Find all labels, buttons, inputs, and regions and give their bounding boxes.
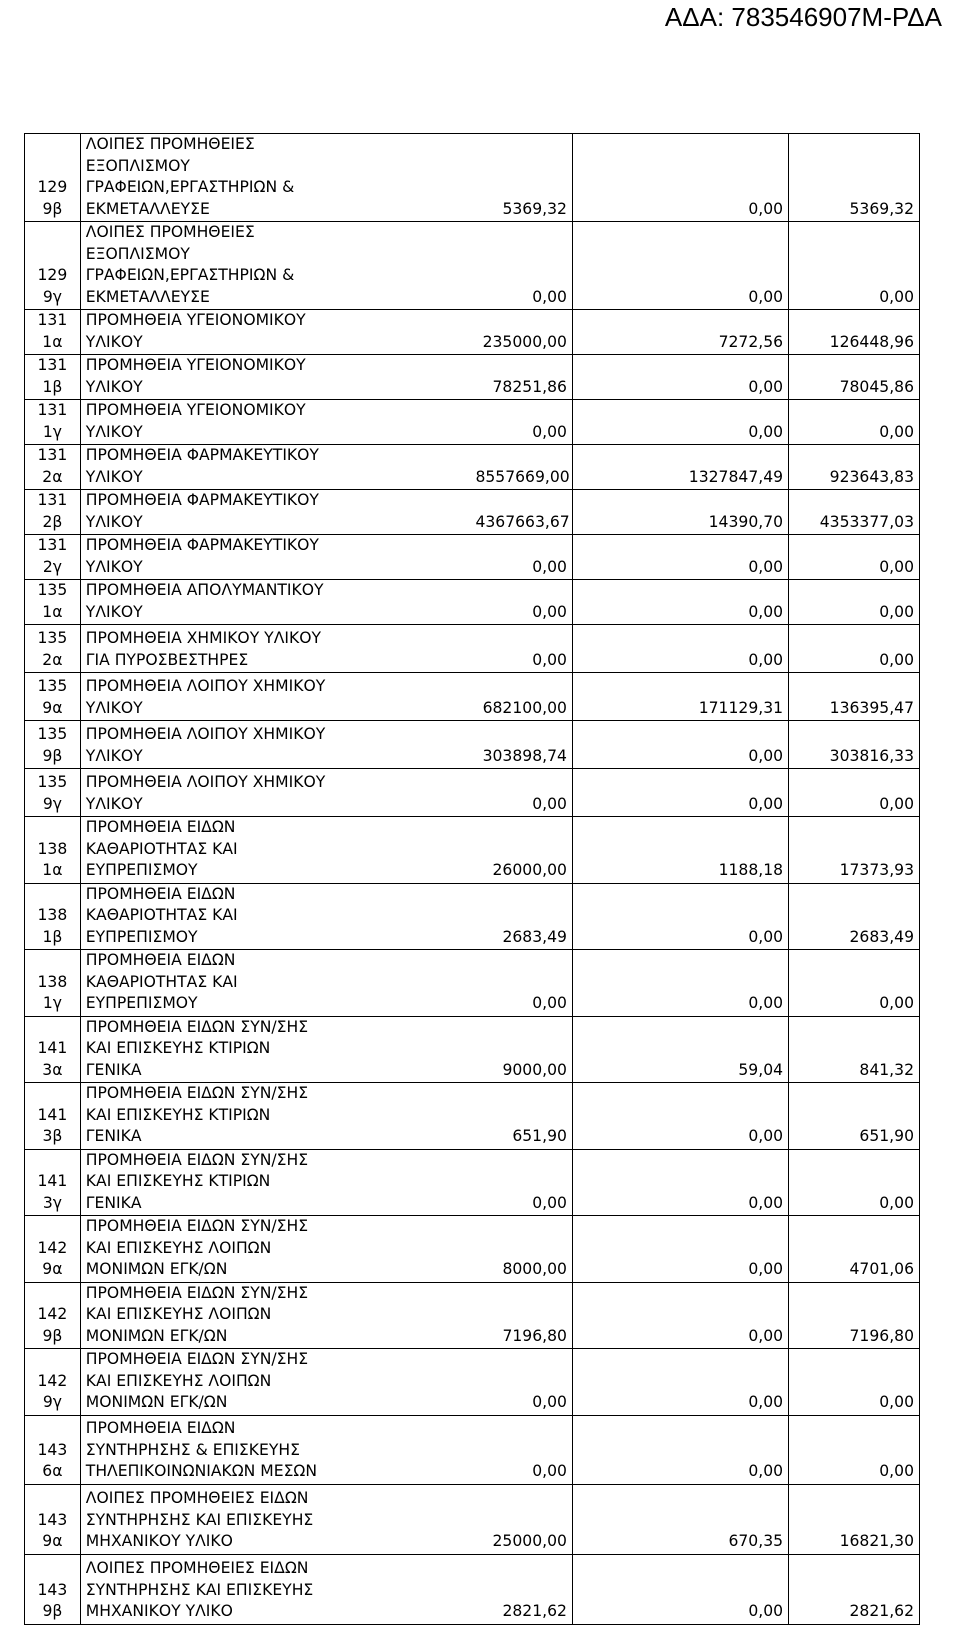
amount-budget-cell: 0,00 bbox=[470, 950, 572, 1017]
account-code: 142 bbox=[37, 1371, 68, 1390]
description-cell: ΠΡΟΜΗΘΕΙΑ ΕΙΔΩΝ ΣΥΝ/ΣΗΣ ΚΑΙ ΕΠΙΣΚΕΥΗΣ ΛΟΙΠΩΝ ΜΟΝΙΜΩΝ ΕΓΚ/ΩΝ bbox=[80, 1282, 470, 1349]
account-code: 131 bbox=[37, 491, 68, 509]
amount-commitment-cell: 0,00 bbox=[572, 1415, 788, 1484]
table-row bbox=[25, 1149, 920, 1216]
amount-budget-cell: 235000,00 bbox=[470, 310, 572, 355]
account-subcode: 9β bbox=[42, 199, 63, 218]
account-code: 143 bbox=[37, 1580, 68, 1599]
amount-balance-cell: 4701,06 bbox=[789, 1216, 920, 1283]
amount-budget-cell: 0,00 bbox=[470, 1349, 572, 1416]
account-subcode: 1β bbox=[42, 927, 63, 946]
account-subcode: 1γ bbox=[42, 994, 62, 1012]
account-code: 131 bbox=[37, 536, 68, 554]
account-code-cell bbox=[25, 1554, 81, 1624]
description-cell: ΠΡΟΜΗΘΕΙΑ ΛΟΙΠΟΥ ΧΗΜΙΚΟΥ ΥΛΙΚΟΥ bbox=[80, 769, 470, 817]
description-cell: ΠΡΟΜΗΘΕΙΑ ΕΙΔΩΝ ΚΑΘΑΡΙΟΤΗΤΑΣ ΚΑΙ ΕΥΠΡΕΠΙΣΜΟΥ bbox=[80, 817, 470, 884]
table-row bbox=[25, 673, 920, 721]
table-row bbox=[25, 1554, 920, 1624]
table-row bbox=[25, 883, 920, 950]
amount-commitment-cell: 0,00 bbox=[572, 355, 788, 400]
amount-balance-cell: 841,32 bbox=[789, 1016, 920, 1083]
amount-budget-cell: 0,00 bbox=[470, 400, 572, 445]
table-row bbox=[25, 310, 920, 355]
amount-commitment-cell: 0,00 bbox=[572, 769, 788, 817]
amount-budget-cell: 25000,00 bbox=[470, 1484, 572, 1554]
description-cell: ΛΟΙΠΕΣ ΠΡΟΜΗΘΕΙΕΣ ΕΞΟΠΛΙΣΜΟΥ ΓΡΑΦΕΙΩΝ,ΕΡΓΑΣΤΗΡΙΩΝ & ΕΚΜΕΤΑΛΛΕΥΣΕ bbox=[80, 134, 470, 222]
account-code-cell bbox=[25, 1484, 81, 1554]
account-subcode: 9α bbox=[42, 1260, 63, 1278]
account-subcode: 9γ bbox=[42, 794, 62, 813]
account-code-cell bbox=[25, 1349, 81, 1416]
description-cell: ΠΡΟΜΗΘΕΙΑ ΕΙΔΩΝ ΣΥΝ/ΣΗΣ ΚΑΙ ΕΠΙΣΚΕΥΗΣ ΛΟΙΠΩΝ ΜΟΝΙΜΩΝ ΕΓΚ/ΩΝ bbox=[80, 1216, 470, 1283]
account-subcode: 1α bbox=[42, 602, 63, 621]
account-subcode: 6α bbox=[42, 1462, 63, 1480]
account-code-cell bbox=[25, 490, 81, 535]
account-code: 131 bbox=[37, 311, 68, 329]
amount-budget-cell: 2821,62 bbox=[470, 1554, 572, 1624]
amount-balance-cell: 16821,30 bbox=[789, 1484, 920, 1554]
amount-budget-cell: 651,90 bbox=[470, 1083, 572, 1150]
account-subcode: 9α bbox=[42, 1532, 63, 1550]
amount-budget-cell: 0,00 bbox=[470, 625, 572, 673]
description-cell: ΠΡΟΜΗΘΕΙΑ ΕΙΔΩΝ ΣΥΝΤΗΡΗΣΗΣ & ΕΠΙΣΚΕΥΗΣ ΤΗΛΕΠΙΚΟΙΝΩΝΙΑΚΩΝ ΜΕΣΩΝ bbox=[80, 1415, 470, 1484]
description-cell: ΠΡΟΜΗΘΕΙΑ ΧΗΜΙΚΟΥ ΥΛΙΚΟΥ ΓΙΑ ΠΥΡΟΣΒΕΣΤΗΡΕΣ bbox=[80, 625, 470, 673]
account-code-cell bbox=[25, 400, 81, 445]
amount-budget-cell: 26000,00 bbox=[470, 817, 572, 884]
amount-budget-cell: 2683,49 bbox=[470, 883, 572, 950]
description-cell: ΠΡΟΜΗΘΕΙΑ ΕΙΔΩΝ ΣΥΝ/ΣΗΣ ΚΑΙ ΕΠΙΣΚΕΥΗΣ ΚΤΙΡΙΩΝ ΓΕΝΙΚΑ bbox=[80, 1083, 470, 1150]
amount-budget-cell: 0,00 bbox=[470, 535, 572, 580]
account-code: 135 bbox=[37, 581, 68, 599]
amount-commitment-cell: 0,00 bbox=[572, 1149, 788, 1216]
amount-balance-cell: 0,00 bbox=[789, 769, 920, 817]
amount-budget-cell: 0,00 bbox=[470, 1149, 572, 1216]
budget-table-body bbox=[25, 134, 920, 1625]
amount-budget-cell: 303898,74 bbox=[470, 721, 572, 769]
account-subcode: 3β bbox=[42, 1127, 63, 1145]
table-row bbox=[25, 1349, 920, 1416]
amount-budget-cell: 7196,80 bbox=[470, 1282, 572, 1349]
table-row bbox=[25, 769, 920, 817]
amount-budget-cell: 8000,00 bbox=[470, 1216, 572, 1283]
table-row bbox=[25, 950, 920, 1017]
account-code-cell bbox=[25, 769, 81, 817]
account-subcode: 1β bbox=[42, 377, 63, 396]
account-code: 129 bbox=[37, 178, 68, 196]
amount-balance-cell: 5369,32 bbox=[789, 134, 920, 222]
account-code: 135 bbox=[37, 629, 68, 647]
account-code-cell bbox=[25, 1216, 81, 1283]
description-cell: ΠΡΟΜΗΘΕΙΑ ΕΙΔΩΝ ΚΑΘΑΡΙΟΤΗΤΑΣ ΚΑΙ ΕΥΠΡΕΠΙΣΜΟΥ bbox=[80, 950, 470, 1017]
account-subcode: 3γ bbox=[42, 1193, 62, 1212]
amount-balance-cell: 651,90 bbox=[789, 1083, 920, 1150]
account-code: 141 bbox=[37, 1039, 68, 1057]
amount-balance-cell: 0,00 bbox=[789, 1415, 920, 1484]
table-row bbox=[25, 134, 920, 222]
document-id-header: ΑΔΑ: 783546907Μ-ΡΔΑ bbox=[664, 2, 942, 32]
amount-budget-cell: 5369,32 bbox=[470, 134, 572, 222]
description-cell: ΠΡΟΜΗΘΕΙΑ ΦΑΡΜΑΚΕΥΤΙΚΟΥ ΥΛΙΚΟΥ bbox=[80, 535, 470, 580]
amount-budget-cell: 0,00 bbox=[470, 1415, 572, 1484]
account-code: 143 bbox=[37, 1440, 68, 1459]
description-cell: ΠΡΟΜΗΘΕΙΑ ΥΓΕΙΟΝΟΜΙΚΟΥ ΥΛΙΚΟΥ bbox=[80, 310, 470, 355]
account-code-cell bbox=[25, 355, 81, 400]
amount-commitment-cell: 171129,31 bbox=[572, 673, 788, 721]
description-cell: ΠΡΟΜΗΘΕΙΑ ΥΓΕΙΟΝΟΜΙΚΟΥ ΥΛΙΚΟΥ bbox=[80, 400, 470, 445]
account-code: 131 bbox=[37, 446, 68, 464]
table-row bbox=[25, 1083, 920, 1150]
amount-commitment-cell: 59,04 bbox=[572, 1016, 788, 1083]
table-row bbox=[25, 490, 920, 535]
account-code-cell bbox=[25, 1282, 81, 1349]
description-cell: ΠΡΟΜΗΘΕΙΑ ΑΠΟΛΥΜΑΝΤΙΚΟΥ ΥΛΙΚΟΥ bbox=[80, 580, 470, 625]
account-code-cell bbox=[25, 950, 81, 1017]
amount-balance-cell: 2683,49 bbox=[789, 883, 920, 950]
account-code-cell bbox=[25, 1016, 81, 1083]
description-cell: ΛΟΙΠΕΣ ΠΡΟΜΗΘΕΙΕΣ ΕΞΟΠΛΙΣΜΟΥ ΓΡΑΦΕΙΩΝ,ΕΡΓΑΣΤΗΡΙΩΝ & ΕΚΜΕΤΑΛΛΕΥΣΕ bbox=[80, 222, 470, 310]
amount-commitment-cell: 0,00 bbox=[572, 1216, 788, 1283]
table-row bbox=[25, 1484, 920, 1554]
description-cell: ΠΡΟΜΗΘΕΙΑ ΦΑΡΜΑΚΕΥΤΙΚΟΥ ΥΛΙΚΟΥ bbox=[80, 445, 470, 490]
budget-table bbox=[24, 133, 920, 1625]
account-code: 131 bbox=[37, 401, 68, 419]
amount-balance-cell: 4353377,03 bbox=[789, 490, 920, 535]
amount-commitment-cell: 0,00 bbox=[572, 222, 788, 310]
table-row bbox=[25, 580, 920, 625]
description-cell: ΠΡΟΜΗΘΕΙΑ ΕΙΔΩΝ ΣΥΝ/ΣΗΣ ΚΑΙ ΕΠΙΣΚΕΥΗΣ ΚΤΙΡΙΩΝ ΓΕΝΙΚΑ bbox=[80, 1149, 470, 1216]
account-code: 138 bbox=[37, 972, 68, 991]
account-subcode: 1α bbox=[42, 861, 63, 879]
account-code: 135 bbox=[37, 725, 68, 743]
account-subcode: 2α bbox=[42, 467, 63, 486]
amount-commitment-cell: 670,35 bbox=[572, 1484, 788, 1554]
account-code-cell bbox=[25, 817, 81, 884]
description-cell: ΠΡΟΜΗΘΕΙΑ ΛΟΙΠΟΥ ΧΗΜΙΚΟΥ ΥΛΙΚΟΥ bbox=[80, 721, 470, 769]
account-code-cell bbox=[25, 580, 81, 625]
amount-balance-cell: 0,00 bbox=[789, 580, 920, 625]
description-cell: ΛΟΙΠΕΣ ΠΡΟΜΗΘΕΙΕΣ ΕΙΔΩΝ ΣΥΝΤΗΡΗΣΗΣ ΚΑΙ ΕΠΙΣΚΕΥΗΣ ΜΗΧΑΝΙΚΟΥ ΥΛΙΚΟ bbox=[80, 1484, 470, 1554]
account-subcode: 9β bbox=[42, 1326, 63, 1345]
account-code: 138 bbox=[37, 906, 68, 924]
amount-commitment-cell: 0,00 bbox=[572, 721, 788, 769]
amount-balance-cell: 0,00 bbox=[789, 625, 920, 673]
account-code: 138 bbox=[37, 839, 68, 858]
amount-commitment-cell: 0,00 bbox=[572, 134, 788, 222]
table-row bbox=[25, 445, 920, 490]
table-row bbox=[25, 817, 920, 884]
amount-commitment-cell: 0,00 bbox=[572, 535, 788, 580]
account-code: 142 bbox=[37, 1305, 68, 1323]
amount-commitment-cell: 1327847,49 bbox=[572, 445, 788, 490]
table-row bbox=[25, 1016, 920, 1083]
account-code: 131 bbox=[37, 356, 68, 374]
account-subcode: 9γ bbox=[42, 1393, 62, 1411]
description-cell: ΠΡΟΜΗΘΕΙΑ ΕΙΔΩΝ ΚΑΘΑΡΙΟΤΗΤΑΣ ΚΑΙ ΕΥΠΡΕΠΙΣΜΟΥ bbox=[80, 883, 470, 950]
account-code-cell bbox=[25, 134, 81, 222]
amount-balance-cell: 0,00 bbox=[789, 400, 920, 445]
amount-commitment-cell: 0,00 bbox=[572, 580, 788, 625]
account-subcode: 9γ bbox=[42, 287, 62, 306]
amount-balance-cell: 303816,33 bbox=[789, 721, 920, 769]
amount-balance-cell: 78045,86 bbox=[789, 355, 920, 400]
account-subcode: 2γ bbox=[42, 557, 62, 576]
account-subcode: 1γ bbox=[42, 422, 62, 441]
description-cell: ΠΡΟΜΗΘΕΙΑ ΛΟΙΠΟΥ ΧΗΜΙΚΟΥ ΥΛΙΚΟΥ bbox=[80, 673, 470, 721]
account-code-cell bbox=[25, 721, 81, 769]
amount-balance-cell: 0,00 bbox=[789, 1349, 920, 1416]
account-subcode: 2β bbox=[42, 512, 63, 531]
description-cell: ΠΡΟΜΗΘΕΙΑ ΕΙΔΩΝ ΣΥΝ/ΣΗΣ ΚΑΙ ΕΠΙΣΚΕΥΗΣ ΛΟΙΠΩΝ ΜΟΝΙΜΩΝ ΕΓΚ/ΩΝ bbox=[80, 1349, 470, 1416]
account-subcode: 3α bbox=[42, 1060, 63, 1079]
description-cell: ΠΡΟΜΗΘΕΙΑ ΦΑΡΜΑΚΕΥΤΙΚΟΥ ΥΛΙΚΟΥ bbox=[80, 490, 470, 535]
amount-balance-cell: 0,00 bbox=[789, 535, 920, 580]
account-code: 142 bbox=[37, 1238, 68, 1257]
amount-commitment-cell: 0,00 bbox=[572, 1083, 788, 1150]
table-row bbox=[25, 535, 920, 580]
amount-balance-cell: 2821,62 bbox=[789, 1554, 920, 1624]
account-code-cell bbox=[25, 445, 81, 490]
amount-balance-cell: 0,00 bbox=[789, 222, 920, 310]
amount-commitment-cell: 1188,18 bbox=[572, 817, 788, 884]
account-code: 143 bbox=[37, 1510, 68, 1529]
amount-balance-cell: 136395,47 bbox=[789, 673, 920, 721]
account-code: 141 bbox=[37, 1105, 68, 1124]
table-row bbox=[25, 1216, 920, 1283]
amount-budget-cell: 0,00 bbox=[470, 580, 572, 625]
amount-commitment-cell: 0,00 bbox=[572, 625, 788, 673]
amount-budget-cell: 78251,86 bbox=[470, 355, 572, 400]
account-code-cell bbox=[25, 222, 81, 310]
amount-balance-cell: 126448,96 bbox=[789, 310, 920, 355]
amount-commitment-cell: 0,00 bbox=[572, 950, 788, 1017]
account-code-cell bbox=[25, 673, 81, 721]
account-code: 135 bbox=[37, 677, 68, 695]
amount-budget-cell: 0,00 bbox=[470, 769, 572, 817]
amount-commitment-cell: 14390,70 bbox=[572, 490, 788, 535]
amount-balance-cell: 923643,83 bbox=[789, 445, 920, 490]
account-subcode: 1α bbox=[42, 332, 63, 351]
table-row bbox=[25, 1282, 920, 1349]
account-code-cell bbox=[25, 310, 81, 355]
amount-balance-cell: 17373,93 bbox=[789, 817, 920, 884]
amount-budget-cell: 4367663,67 bbox=[470, 490, 572, 535]
account-code-cell bbox=[25, 535, 81, 580]
table-row bbox=[25, 355, 920, 400]
account-subcode: 9β bbox=[42, 1602, 63, 1620]
account-code: 129 bbox=[37, 266, 68, 284]
amount-commitment-cell: 0,00 bbox=[572, 1282, 788, 1349]
amount-balance-cell: 7196,80 bbox=[789, 1282, 920, 1349]
amount-budget-cell: 0,00 bbox=[470, 222, 572, 310]
amount-commitment-cell: 0,00 bbox=[572, 1349, 788, 1416]
amount-commitment-cell: 0,00 bbox=[572, 883, 788, 950]
table-row bbox=[25, 222, 920, 310]
amount-commitment-cell: 0,00 bbox=[572, 1554, 788, 1624]
description-cell: ΠΡΟΜΗΘΕΙΑ ΕΙΔΩΝ ΣΥΝ/ΣΗΣ ΚΑΙ ΕΠΙΣΚΕΥΗΣ ΚΤΙΡΙΩΝ ΓΕΝΙΚΑ bbox=[80, 1016, 470, 1083]
amount-balance-cell: 0,00 bbox=[789, 950, 920, 1017]
account-subcode: 9β bbox=[42, 746, 63, 765]
account-code-cell bbox=[25, 1415, 81, 1484]
table-row bbox=[25, 625, 920, 673]
account-code-cell bbox=[25, 1083, 81, 1150]
amount-balance-cell: 0,00 bbox=[789, 1149, 920, 1216]
account-subcode: 9α bbox=[42, 698, 63, 717]
table-row bbox=[25, 400, 920, 445]
account-code-cell bbox=[25, 625, 81, 673]
account-code-cell bbox=[25, 883, 81, 950]
table-row bbox=[25, 721, 920, 769]
amount-budget-cell: 8557669,00 bbox=[470, 445, 572, 490]
table-row bbox=[25, 1415, 920, 1484]
description-cell: ΛΟΙΠΕΣ ΠΡΟΜΗΘΕΙΕΣ ΕΙΔΩΝ ΣΥΝΤΗΡΗΣΗΣ ΚΑΙ ΕΠΙΣΚΕΥΗΣ ΜΗΧΑΝΙΚΟΥ ΥΛΙΚΟ bbox=[80, 1554, 470, 1624]
amount-commitment-cell: 0,00 bbox=[572, 400, 788, 445]
description-cell: ΠΡΟΜΗΘΕΙΑ ΥΓΕΙΟΝΟΜΙΚΟΥ ΥΛΙΚΟΥ bbox=[80, 355, 470, 400]
amount-commitment-cell: 7272,56 bbox=[572, 310, 788, 355]
account-code: 141 bbox=[37, 1172, 68, 1190]
amount-budget-cell: 9000,00 bbox=[470, 1016, 572, 1083]
account-code: 135 bbox=[37, 773, 68, 791]
account-code-cell bbox=[25, 1149, 81, 1216]
account-subcode: 2α bbox=[42, 650, 63, 669]
amount-budget-cell: 682100,00 bbox=[470, 673, 572, 721]
